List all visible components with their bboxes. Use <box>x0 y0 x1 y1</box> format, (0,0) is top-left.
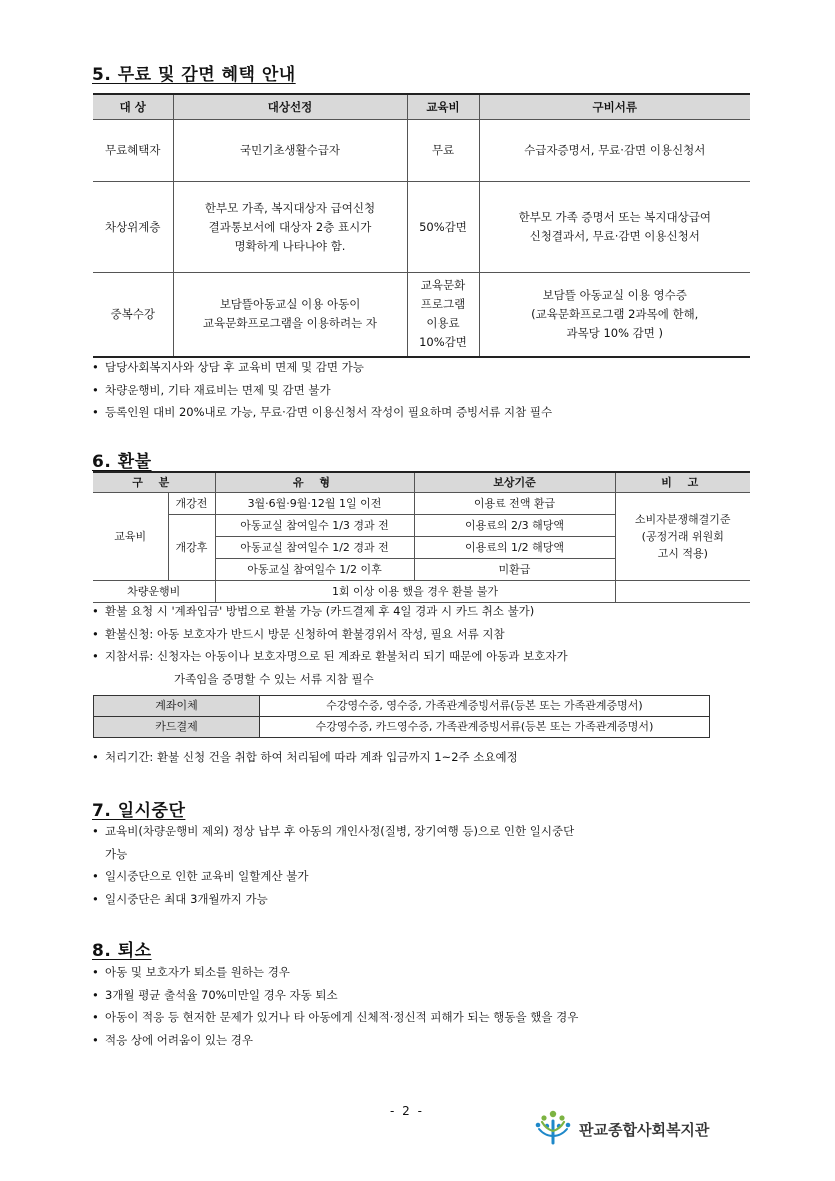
comp-cell: 미환급 <box>414 559 615 581</box>
col-header: 대 상 <box>93 94 173 120</box>
cell-line: 이용료 <box>426 316 460 331</box>
org-logo <box>533 1109 709 1149</box>
before-label-cell: 개강전 <box>168 493 215 515</box>
table-row <box>93 273 750 357</box>
list-item: • 등록인원 대비 20%내로 가능, 무료·감면 이용신청서 작성이 필요하며 증빙서류 지참 필수 <box>92 401 752 424</box>
table-row <box>94 717 710 738</box>
cell-line: 과목당 10% 감면 ) <box>566 325 664 340</box>
list-item: • 일시중단은 최대 3개월까지 가능 <box>92 888 752 911</box>
cell-line: 보담뜰 아동교실 이용 영수증 <box>542 287 687 302</box>
cell-line: 한부모 가족 증명서 또는 복지대상급여 <box>518 210 711 224</box>
docs-value-cell: 수강영수증, 영수증, 가족관계증빙서류(등본 또는 가족관계증명서) <box>260 696 710 717</box>
cell-line: 50%감면 <box>419 219 467 234</box>
list-item: • 차량운행비, 기타 재료비는 면제 및 감면 불가 <box>92 379 752 402</box>
cell-line: 10%감면 <box>419 335 467 350</box>
docs-cell <box>479 273 750 357</box>
criteria-cell <box>173 120 407 182</box>
table-header-row <box>93 94 750 120</box>
section-7-notes <box>92 820 752 910</box>
list-item-continuation: 가능 <box>105 846 128 861</box>
target-cell: 무료혜택자 <box>93 120 173 182</box>
target-cell: 중복수강 <box>93 273 173 357</box>
refund-docs-table <box>93 695 710 738</box>
cell-line: (공정거래 위원회 <box>641 530 724 543</box>
table-header-row <box>93 472 750 493</box>
refund-table <box>93 471 750 603</box>
type-cell: 아동교실 참여일수 1/3 경과 전 <box>215 515 414 537</box>
fee-cell <box>407 120 479 182</box>
comp-cell: 이용료 전액 환급 <box>414 493 615 515</box>
docs-label-cell: 카드결제 <box>94 717 260 738</box>
col-header: 보상기준 <box>414 472 615 493</box>
cell-line: 무료 <box>431 143 455 157</box>
cell-line: 결과통보서에 대상자 2층 표시가 <box>208 219 372 234</box>
vehicle-text-cell: 1회 이상 이용 했을 경우 환불 불가 <box>215 581 615 603</box>
type-cell: 아동교실 참여일수 1/2 이후 <box>215 559 414 581</box>
list-item: • 교육비(차량운행비 제외) 정상 납부 후 아동의 개인사정(질병, 장기여행 등)으로 인한 일시중단 <box>92 820 752 843</box>
list-item-continuation: 가족임을 증명할 수 있는 서류 지참 필수 <box>174 671 374 686</box>
list-item: • 아동 및 보호자가 퇴소를 원하는 경우 <box>92 961 752 984</box>
docs-cell <box>479 182 750 273</box>
list-item: • 담당사회복지사와 상담 후 교육비 면제 및 감면 가능 <box>92 356 752 379</box>
criteria-cell <box>173 273 407 357</box>
col-header: 구 분 <box>93 472 215 493</box>
section-7-title: 7. 일시중단 <box>92 801 186 821</box>
list-item: • 일시중단으로 인한 교육비 일할계산 불가 <box>92 865 752 888</box>
section-6-after-note <box>92 746 752 769</box>
section-8-title: 8. 퇴소 <box>92 941 152 961</box>
type-cell: 3월·6월·9월·12월 1일 이전 <box>215 493 414 515</box>
col-header: 구비서류 <box>479 94 750 120</box>
section-6-title: 6. 환불 <box>92 452 152 472</box>
cell-line: 교육문화 <box>420 278 466 293</box>
edu-label-cell: 교육비 <box>93 493 168 581</box>
tree-people-logo-icon <box>533 1109 573 1149</box>
cell-line: 소비자분쟁해결기준 <box>634 513 731 526</box>
remark-cell <box>615 493 750 581</box>
docs-label-cell: 계좌이체 <box>94 696 260 717</box>
cell-line: 국민기초생활수급자 <box>240 143 340 157</box>
vehicle-label-cell: 차량운행비 <box>93 581 215 603</box>
list-item: • 환불 요청 시 '계좌입금' 방법으로 환불 가능 (카드결제 후 4일 경과 시 카드 취소 불가) <box>92 600 752 623</box>
cell-line: 보담뜰아동교실 이용 아동이 <box>219 297 361 312</box>
table-row <box>93 182 750 273</box>
target-cell: 차상위계층 <box>93 182 173 273</box>
col-header: 유 형 <box>215 472 414 493</box>
cell-line: 명확하게 나타나야 함. <box>234 238 346 253</box>
cell-line: 한부모 가족, 복지대상자 급여신청 <box>204 200 376 215</box>
docs-cell <box>479 120 750 182</box>
list-item: • 아동이 적응 등 현저한 문제가 있거나 타 아동에게 신체적·정신적 피해가 되는 행동을 했을 경우 <box>92 1006 752 1029</box>
list-item: • 환불신청: 아동 보호자가 반드시 방문 신청하여 환불경위서 작성, 필요 서류 지참 <box>92 623 752 646</box>
page-number: - 2 - <box>390 1104 424 1118</box>
type-cell: 아동교실 참여일수 1/2 경과 전 <box>215 537 414 559</box>
after-label-cell: 개강후 <box>168 515 215 581</box>
comp-cell: 이용료의 2/3 해당액 <box>414 515 615 537</box>
list-item: • 처리기간: 환불 신청 건을 취합 하여 처리됨에 따라 계좌 입금까지 1~2주 소요예정 <box>92 746 752 769</box>
list-item: • 적응 상에 어려움이 있는 경우 <box>92 1029 752 1052</box>
table-row <box>94 696 710 717</box>
comp-cell: 이용료의 1/2 해당액 <box>414 537 615 559</box>
table-row <box>93 120 750 182</box>
cell-line: (교육문화프로그램 2과목에 한해, <box>531 306 699 321</box>
org-name: 판교종합사회복지관 <box>579 1120 710 1139</box>
cell-line: 신청결과서, 무료·감면 이용신청서 <box>529 229 700 243</box>
section-5-notes <box>92 356 752 424</box>
discount-table <box>93 93 750 358</box>
section-8-notes <box>92 961 752 1051</box>
cell-line: 고시 적용) <box>657 547 708 560</box>
docs-value-cell: 수강영수증, 카드영수증, 가족관계증빙서류(등본 또는 가족관계증명서) <box>260 717 710 738</box>
col-header: 대상선정 <box>173 94 407 120</box>
col-header: 교육비 <box>407 94 479 120</box>
table-row <box>93 493 750 515</box>
section-5-title: 5. 무료 및 감면 혜택 안내 <box>92 65 296 85</box>
section-6-notes <box>92 600 752 690</box>
list-item: • 3개월 평균 출석율 70%미만일 경우 자동 퇴소 <box>92 984 752 1007</box>
criteria-cell <box>173 182 407 273</box>
fee-cell <box>407 182 479 273</box>
col-header: 비 고 <box>615 472 750 493</box>
cell-line: 수급자증명서, 무료·감면 이용신청서 <box>524 143 706 157</box>
list-item: • 지참서류: 신청자는 아동이나 보호자명으로 된 계좌로 환불처리 되기 때문에 아동과 보호자가 <box>92 645 752 668</box>
cell-line: 프로그램 <box>420 297 466 312</box>
fee-cell <box>407 273 479 357</box>
cell-line: 교육문화프로그램을 이용하려는 자 <box>203 316 377 331</box>
